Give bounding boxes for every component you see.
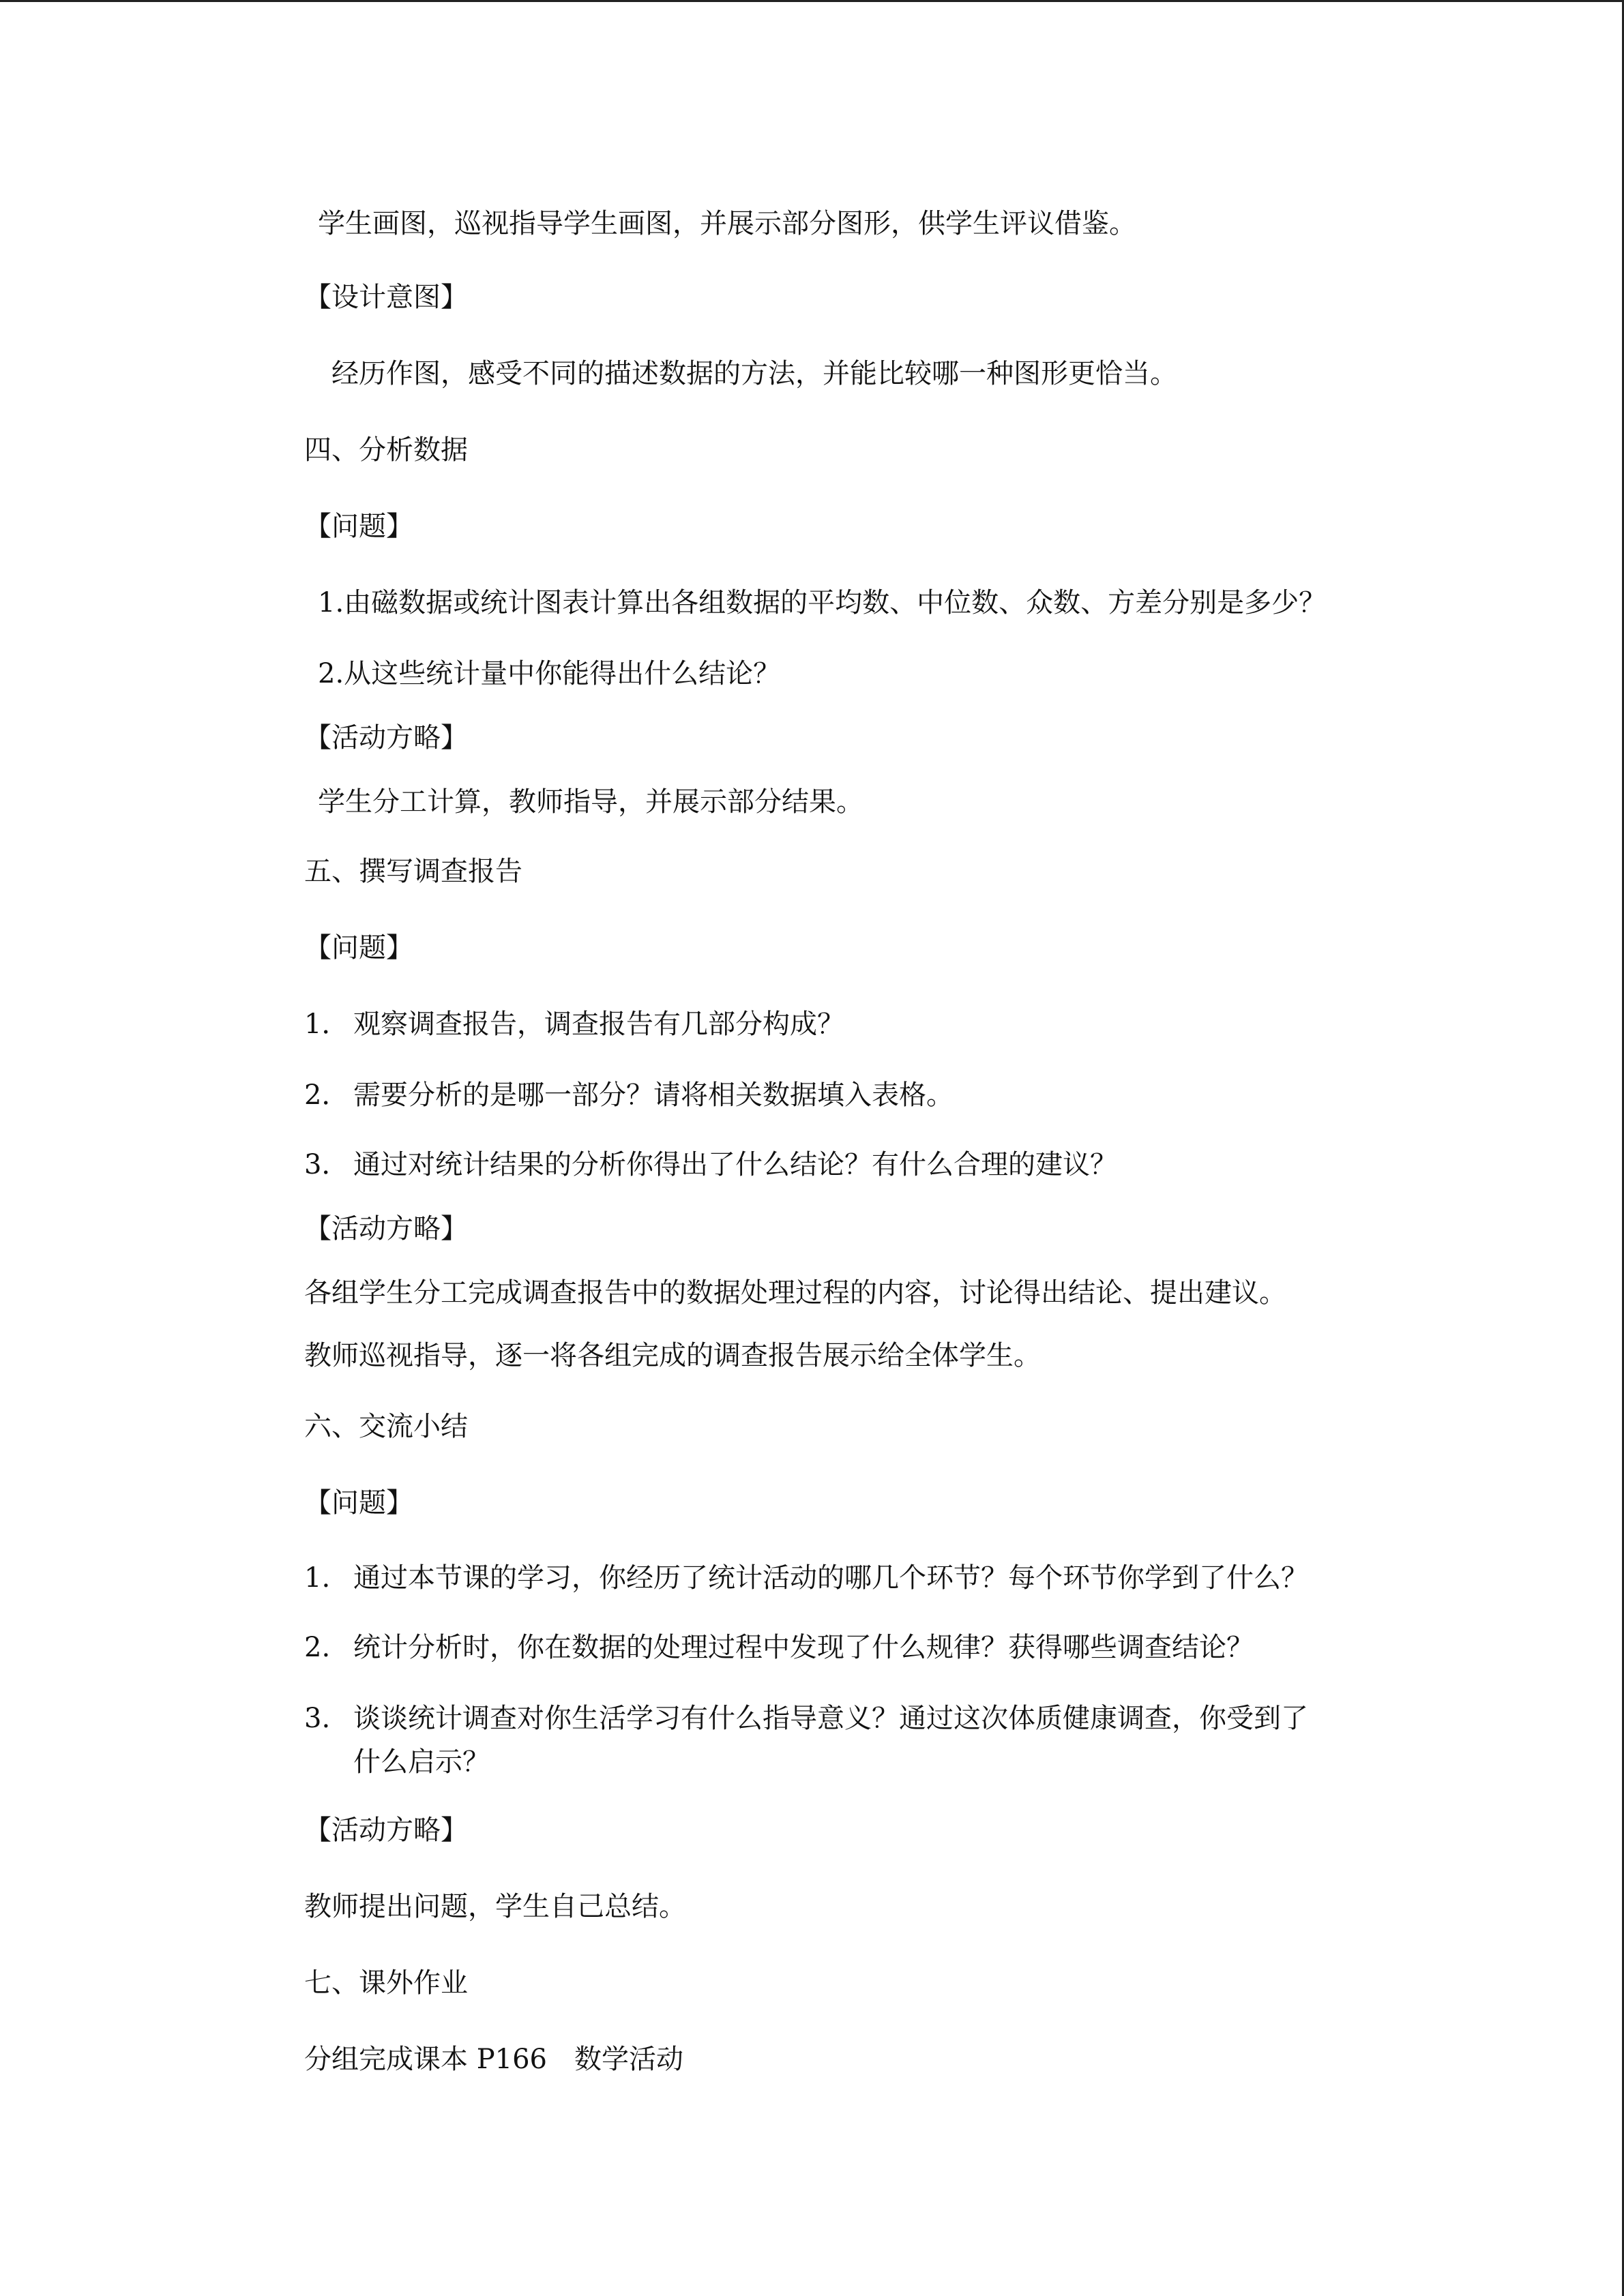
section-heading-summary: 六、交流小结 (304, 1411, 468, 1442)
list-number: 2. (304, 1632, 331, 1663)
paragraph-activity-2a: 各组学生分工完成调查报告中的数据处理过程的内容，讨论得出结论、提出建议。 (304, 1277, 1286, 1309)
list-text: 通过对统计结果的分析你得出了什么结论？有什么合理的建议？ (353, 1149, 1117, 1180)
list-text: 通过本节课的学习，你经历了统计活动的哪几个环节？每个环节你学到了什么？ (353, 1562, 1308, 1594)
paragraph-activity-2b: 教师巡视指导，逐一将各组完成的调查报告展示给全体学生。 (304, 1340, 1041, 1371)
heading-design-intent: 【设计意图】 (304, 282, 468, 313)
list-number: 1． (304, 1009, 349, 1040)
heading-activity-2: 【活动方略】 (304, 1213, 468, 1244)
summary-question-2 (304, 1630, 1254, 1665)
report-question-3 (304, 1147, 1117, 1182)
list-text: 谈谈统计调查对你生活学习有什么指导意义？通过这次体质健康调查，你受到了 (353, 1703, 1308, 1734)
report-question-1 (304, 1007, 844, 1042)
paragraph-activity-1: 学生分工计算，教师指导，并展示部分结果。 (318, 786, 863, 818)
list-number: 2． (304, 1079, 349, 1111)
list-number: 1. (304, 1562, 331, 1594)
paragraph-draw-activity: 学生画图，巡视指导学生画图，并展示部分图形，供学生评议借鉴。 (318, 208, 1136, 239)
question-item-2: 2.从这些统计量中你能得出什么结论？ (318, 658, 781, 689)
summary-question-3-continued: 什么启示？ (353, 1746, 490, 1778)
summary-question-3 (304, 1701, 1308, 1736)
list-text: 统计分析时，你在数据的处理过程中发现了什么规律？获得哪些调查结论？ (353, 1632, 1254, 1663)
paragraph-activity-3: 教师提出问题，学生自己总结。 (304, 1891, 686, 1922)
heading-question-3: 【问题】 (304, 1487, 413, 1519)
section-heading-homework: 七、课外作业 (304, 1967, 468, 1999)
question-item-1: 1.由磁数据或统计图表计算出各组数据的平均数、中位数、众数、方差分别是多少？ (318, 587, 1327, 618)
list-text: 需要分析的是哪一部分？请将相关数据填入表格。 (353, 1079, 954, 1111)
paragraph-homework: 分组完成课本 P166 数学活动 (304, 2044, 683, 2075)
section-heading-write-report: 五、撰写调查报告 (304, 856, 522, 887)
heading-question-2: 【问题】 (304, 932, 413, 964)
heading-activity-1: 【活动方略】 (304, 722, 468, 754)
heading-activity-3: 【活动方略】 (304, 1815, 468, 1846)
list-number: 3. (304, 1703, 331, 1734)
list-text: 观察调查报告，调查报告有几部分构成？ (353, 1009, 844, 1040)
heading-question-1: 【问题】 (304, 511, 413, 542)
report-question-2 (304, 1077, 954, 1113)
summary-question-1 (304, 1560, 1308, 1596)
list-number: 3． (304, 1149, 349, 1180)
section-heading-analyze-data: 四、分析数据 (304, 434, 468, 466)
paragraph-design-intent: 经历作图，感受不同的描述数据的方法，并能比较哪一种图形更恰当。 (331, 358, 1177, 389)
